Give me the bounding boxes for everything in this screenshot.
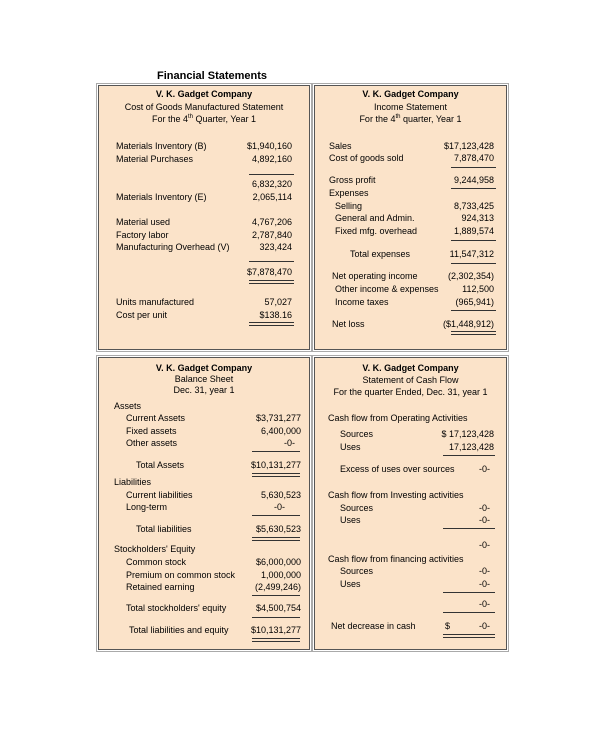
underline — [252, 595, 300, 596]
row-label: Uses — [340, 579, 361, 589]
double-underline — [451, 331, 496, 335]
income-statement-panel — [314, 85, 507, 350]
row-value: -0- — [479, 579, 490, 589]
row-value: -0- — [479, 599, 490, 609]
row-label: Material used — [116, 217, 171, 227]
row-label: Total expenses — [350, 249, 411, 259]
row-value: 924,313 — [461, 213, 494, 223]
row-label: Total liabilities and equity — [129, 625, 229, 635]
underline — [451, 310, 496, 311]
row-value: (2,302,354) — [447, 271, 494, 281]
row-value: -0- — [274, 502, 285, 512]
section-heading: Liabilities — [114, 477, 152, 487]
double-underline — [249, 322, 294, 326]
underline — [443, 528, 495, 529]
row-label: Excess of uses over sources — [340, 464, 455, 474]
income-statement-title: Income Statement — [373, 102, 448, 112]
cogs-statement-panel — [98, 85, 310, 350]
balance-date: Dec. 31, year 1 — [173, 385, 235, 395]
row-value: $6,000,000 — [255, 557, 301, 567]
balance-sheet-panel — [98, 357, 310, 650]
double-underline — [252, 638, 300, 642]
row-value: 1,889,574 — [453, 226, 494, 236]
row-label: Total liabilities — [136, 524, 192, 534]
row-label: Total Assets — [136, 460, 185, 470]
row-label: Gross profit — [329, 175, 376, 185]
underline — [451, 167, 496, 168]
cashflow-statement-panel — [314, 357, 507, 650]
row-label: Expenses — [329, 188, 369, 198]
row-label: Total stockholders' equity — [126, 603, 227, 613]
row-label: Other income & expenses — [335, 284, 439, 294]
row-value: -0- — [479, 515, 490, 525]
row-label: Sources — [340, 503, 374, 513]
row-label: Sources — [340, 429, 374, 439]
section-heading: Cash flow from Operating Activities — [328, 413, 468, 423]
row-label: Uses — [340, 515, 361, 525]
section-heading: Stockholders' Equity — [114, 544, 196, 554]
row-label: Common stock — [126, 557, 187, 567]
row-value: -0- — [479, 464, 490, 474]
row-label: Selling — [335, 201, 363, 211]
row-label: Materials Inventory (E) — [116, 192, 207, 202]
row-label: Retained earning — [126, 582, 195, 592]
currency-symbol: $ — [445, 621, 451, 631]
row-label: Fixed mfg. overhead — [335, 226, 418, 236]
underline — [252, 617, 300, 618]
row-label: Current liabilities — [126, 490, 193, 500]
section-heading: Cash flow from Investing activities — [328, 490, 464, 500]
row-value: 2,065,114 — [252, 192, 292, 202]
cogs-period: For the 4th Quarter, Year 1 — [151, 114, 257, 124]
row-value: (2,499,246) — [254, 582, 301, 592]
row-label: Other assets — [126, 438, 178, 448]
double-underline — [252, 537, 300, 541]
underline — [443, 455, 495, 456]
balance-statement-title: Balance Sheet — [174, 374, 234, 384]
underline — [451, 188, 496, 189]
row-value: -0- — [479, 566, 490, 576]
double-underline — [252, 473, 300, 477]
underline — [443, 592, 495, 593]
row-value: -0- — [479, 540, 490, 550]
underline — [443, 612, 495, 613]
row-value: (965,941) — [455, 297, 494, 307]
row-label: Premium on common stock — [126, 570, 236, 580]
row-label: Net decrease in cash — [331, 621, 416, 631]
underline — [252, 515, 300, 516]
row-value: 2,787,840 — [251, 230, 292, 240]
row-label: Material Purchases — [116, 154, 194, 164]
row-label: Long-term — [126, 502, 168, 512]
double-underline — [443, 634, 495, 638]
row-value: $4,500,754 — [255, 603, 301, 613]
row-value: $10,131,277 — [250, 625, 301, 635]
row-label: Net loss — [332, 319, 365, 329]
row-value: 1,000,000 — [260, 570, 301, 580]
row-label: Sources — [340, 566, 374, 576]
row-value: 8,733,425 — [453, 201, 494, 211]
row-label: Fixed assets — [126, 426, 177, 436]
row-value: 4,767,206 — [251, 217, 292, 227]
row-value: -0- — [284, 438, 295, 448]
row-value: 112,500 — [462, 284, 494, 294]
row-value: -0- — [479, 503, 490, 513]
cashflow-statement-title: Statement of Cash Flow — [362, 375, 459, 385]
row-label: Uses — [340, 442, 361, 452]
row-value: 9,244,958 — [453, 175, 494, 185]
row-value: 323,424 — [259, 242, 292, 252]
row-label: Materials Inventory (B) — [116, 141, 207, 151]
row-value: 6,832,320 — [251, 179, 292, 189]
underline — [252, 451, 300, 452]
cogs-statement-title: Cost of Goods Manufactured Statement — [124, 102, 284, 112]
row-value: 4,892,160 — [251, 154, 292, 164]
row-label: Cost of goods sold — [329, 153, 404, 163]
section-heading: Cash flow from financing activities — [328, 554, 464, 564]
row-value: $138.16 — [259, 310, 292, 320]
cashflow-period: For the quarter Ended, Dec. 31, year 1 — [333, 387, 488, 397]
row-label: Income taxes — [335, 297, 389, 307]
row-label: Units manufactured — [116, 297, 195, 307]
underline — [451, 263, 496, 264]
row-value: ($1,448,912) — [442, 319, 494, 329]
row-value: $5,630,523 — [255, 524, 301, 534]
row-value: -0- — [479, 621, 490, 631]
row-value: $10,131,277 — [250, 460, 301, 470]
row-label: Manufacturing Overhead (V) — [116, 242, 230, 252]
row-value: $17,123,428 — [443, 141, 494, 151]
row-value: $7,878,470 — [246, 267, 292, 277]
row-value: 6,400,000 — [260, 426, 301, 436]
underline — [249, 174, 294, 175]
row-value: $3,731,277 — [255, 413, 301, 423]
income-period: For the 4th quarter, Year 1 — [359, 114, 462, 124]
cashflow-company: V. K. Gadget Company — [362, 363, 459, 373]
cogs-company: V. K. Gadget Company — [155, 89, 253, 99]
row-label: Factory labor — [116, 230, 169, 240]
row-value: $ 17,123,428 — [441, 429, 494, 439]
section-heading: Assets — [114, 401, 142, 411]
row-value: 5,630,523 — [260, 490, 301, 500]
double-underline — [249, 280, 294, 284]
row-value: 57,027 — [264, 297, 292, 307]
row-value: 17,123,428 — [448, 442, 494, 452]
row-label: General and Admin. — [335, 213, 415, 223]
row-label: Current Assets — [126, 413, 186, 423]
row-label: Net operating income — [332, 271, 418, 281]
income-company: V. K. Gadget Company — [362, 89, 459, 99]
underline — [249, 261, 294, 262]
row-value: $1,940,160 — [246, 141, 292, 151]
row-value: 7,878,470 — [453, 153, 494, 163]
underline — [451, 240, 496, 241]
balance-company: V. K. Gadget Company — [155, 363, 253, 373]
row-label: Cost per unit — [116, 310, 168, 320]
document-title: Financial Statements — [157, 70, 268, 82]
row-label: Sales — [329, 141, 352, 151]
row-value: 11,547,312 — [449, 249, 494, 259]
